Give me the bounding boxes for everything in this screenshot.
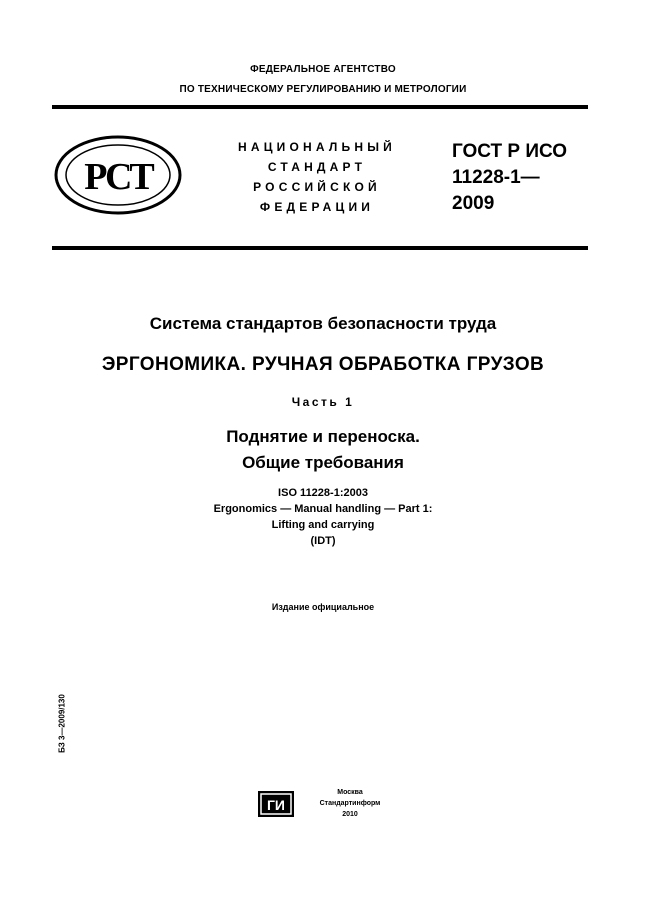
- iso-equivalence: (IDT): [310, 535, 336, 547]
- main-title: ЭРГОНОМИКА. РУЧНАЯ ОБРАБОТКА ГРУЗОВ: [101, 354, 545, 375]
- agency-line-2: ПО ТЕХНИЧЕСКОМУ РЕГУЛИРОВАНИЮ И МЕТРОЛОГИИ: [179, 84, 467, 95]
- national-line-4: ФЕДЕРАЦИИ: [259, 200, 375, 214]
- publisher-logo-icon: [257, 790, 295, 818]
- system-title: Система стандартов безопасности труда: [149, 314, 497, 333]
- rst-logo-text: РСТ: [84, 156, 152, 198]
- national-line-2: СТАНДАРТ: [267, 160, 367, 174]
- header-rule-top: [52, 105, 588, 109]
- edition-label: Издание официальное: [271, 602, 375, 612]
- part-label: Часть 1: [291, 395, 355, 409]
- subtitle-line-2: Общие требования: [242, 453, 404, 472]
- national-line-3: РОССИЙСКОЙ: [253, 180, 381, 194]
- designation-line-2: 11228-1—: [452, 167, 540, 188]
- rst-logo-icon: [54, 135, 182, 215]
- iso-title-line-2: Lifting and carrying: [271, 519, 375, 531]
- agency-line-1: ФЕДЕРАЛЬНОЕ АГЕНТСТВО: [250, 64, 396, 75]
- publisher-logo-text: ГИ: [267, 797, 285, 813]
- side-code-text: БЗ 3—2009/130: [57, 694, 67, 753]
- publisher-name: Стандартинформ: [319, 800, 381, 807]
- subtitle-line-1: Поднятие и переноска.: [226, 427, 420, 446]
- designation-line-1: ГОСТ Р ИСО: [452, 141, 568, 162]
- iso-title-line-1: Ergonomics — Manual handling — Part 1:: [213, 503, 433, 515]
- designation-line-3: 2009: [452, 193, 495, 214]
- iso-number: ISO 11228-1:2003: [278, 487, 368, 499]
- publisher-city: Москва: [337, 789, 363, 796]
- national-line-1: НАЦИОНАЛЬНЫЙ: [237, 140, 397, 154]
- publisher-year: 2010: [342, 811, 358, 818]
- header-rule-bottom: [52, 246, 588, 250]
